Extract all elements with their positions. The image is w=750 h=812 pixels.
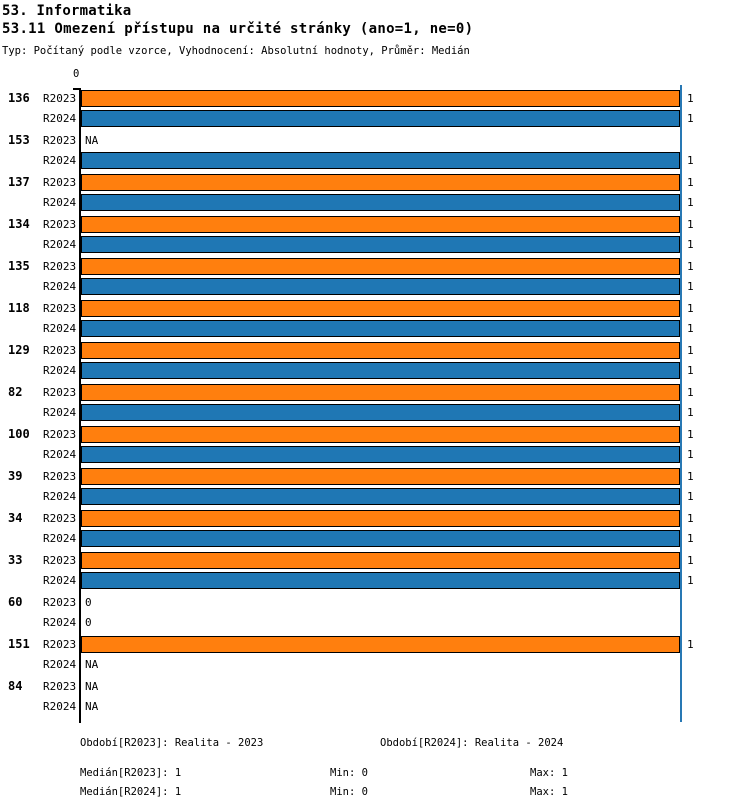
series-label-r2024: R2024: [43, 154, 77, 167]
value-label: 1: [687, 280, 694, 293]
series-label-r2024: R2024: [43, 196, 77, 209]
chart-row: [0, 152, 750, 169]
value-label: 1: [687, 92, 694, 105]
group-label: 60: [8, 595, 23, 609]
chart-row: [0, 174, 750, 191]
group-label: 137: [8, 175, 30, 189]
median-r2024-label: Medián[R2024]: 1: [80, 786, 182, 798]
chart-row: [0, 258, 750, 275]
value-label: 1: [687, 406, 694, 419]
value-label: 1: [687, 302, 694, 315]
bar-r2023: [81, 426, 680, 443]
period-r2024-label: Období[R2024]: Realita - 2024: [380, 737, 564, 749]
series-label-r2024: R2024: [43, 616, 77, 629]
chart-subtitle: 53.11 Omezení přístupu na určité stránky (ano=1, ne=0): [2, 21, 474, 37]
max-r2024-label: Max: 1: [530, 786, 568, 798]
bar-r2024: [81, 110, 680, 127]
value-label: 1: [687, 196, 694, 209]
series-label-r2023: R2023: [43, 638, 77, 651]
series-label-r2024: R2024: [43, 658, 77, 671]
chart-row: [0, 552, 750, 569]
series-label-r2024: R2024: [43, 322, 77, 335]
bar-r2024: [81, 572, 680, 589]
group-label: 82: [8, 385, 23, 399]
value-label: 1: [687, 532, 694, 545]
chart-row: [0, 300, 750, 317]
series-label-r2024: R2024: [43, 700, 77, 713]
bar-r2023: [81, 90, 680, 107]
chart-row: [0, 594, 750, 611]
value-label: 1: [687, 322, 694, 335]
chart-row: [0, 236, 750, 253]
series-label-r2023: R2023: [43, 302, 77, 315]
bar-r2023: [81, 384, 680, 401]
group-label: 136: [8, 91, 30, 105]
bar-r2024: [81, 362, 680, 379]
chart-row: [0, 572, 750, 589]
value-label: 1: [687, 638, 694, 651]
bar-r2024: [81, 488, 680, 505]
series-label-r2024: R2024: [43, 280, 77, 293]
series-label-r2023: R2023: [43, 596, 77, 609]
bar-r2024: [81, 446, 680, 463]
max-r2023-label: Max: 1: [530, 767, 568, 779]
chart-row: [0, 320, 750, 337]
bar-r2023: [81, 552, 680, 569]
series-label-r2024: R2024: [43, 364, 77, 377]
bar-r2023: [81, 510, 680, 527]
series-label-r2023: R2023: [43, 554, 77, 567]
value-label: 1: [687, 260, 694, 273]
zero-value-label: 0: [85, 616, 92, 629]
axis-zero-label: 0: [73, 68, 80, 80]
bar-r2023: [81, 258, 680, 275]
na-value-label: NA: [85, 134, 99, 147]
group-label: 129: [8, 343, 30, 357]
group-label: 153: [8, 133, 30, 147]
group-label: 118: [8, 301, 30, 315]
bar-r2023: [81, 300, 680, 317]
chart-row: [0, 216, 750, 233]
chart-row: [0, 384, 750, 401]
bar-r2024: [81, 404, 680, 421]
group-label: 134: [8, 217, 30, 231]
series-label-r2023: R2023: [43, 134, 77, 147]
value-label: 1: [687, 112, 694, 125]
chart-row: [0, 698, 750, 715]
chart-row: [0, 362, 750, 379]
median-r2023-label: Medián[R2023]: 1: [80, 767, 182, 779]
value-label: 1: [687, 574, 694, 587]
series-label-r2024: R2024: [43, 238, 77, 251]
group-label: 34: [8, 511, 23, 525]
series-label-r2023: R2023: [43, 512, 77, 525]
series-label-r2024: R2024: [43, 574, 77, 587]
group-label: 100: [8, 427, 30, 441]
value-label: 1: [687, 428, 694, 441]
value-label: 1: [687, 470, 694, 483]
na-value-label: NA: [85, 680, 99, 693]
value-label: 1: [687, 554, 694, 567]
bar-r2023: [81, 216, 680, 233]
zero-value-label: 0: [85, 596, 92, 609]
group-label: 39: [8, 469, 23, 483]
value-label: 1: [687, 176, 694, 189]
chart-row: [0, 426, 750, 443]
na-value-label: NA: [85, 700, 99, 713]
min-r2023-label: Min: 0: [330, 767, 368, 779]
series-label-r2023: R2023: [43, 386, 77, 399]
page-title: 53. Informatika: [2, 3, 132, 19]
series-label-r2024: R2024: [43, 406, 77, 419]
bar-r2023: [81, 468, 680, 485]
chart-meta: Typ: Počítaný podle vzorce, Vyhodnocení: Absolutní hodnoty, Průměr: Medián: [2, 45, 470, 57]
chart-row: [0, 404, 750, 421]
chart-row: [0, 446, 750, 463]
value-label: 1: [687, 386, 694, 399]
value-label: 1: [687, 218, 694, 231]
chart-row: [0, 530, 750, 547]
group-label: 84: [8, 679, 23, 693]
value-label: 1: [687, 490, 694, 503]
period-r2023-label: Období[R2023]: Realita - 2023: [80, 737, 264, 749]
value-label: 1: [687, 512, 694, 525]
chart-row: [0, 636, 750, 653]
series-label-r2023: R2023: [43, 260, 77, 273]
value-label: 1: [687, 364, 694, 377]
value-label: 1: [687, 238, 694, 251]
value-label: 1: [687, 344, 694, 357]
chart-row: [0, 678, 750, 695]
bar-r2024: [81, 152, 680, 169]
group-label: 135: [8, 259, 30, 273]
group-label: 151: [8, 637, 30, 651]
series-label-r2023: R2023: [43, 344, 77, 357]
chart-row: [0, 342, 750, 359]
chart-row: [0, 468, 750, 485]
bar-r2023: [81, 342, 680, 359]
chart-row: [0, 110, 750, 127]
series-label-r2023: R2023: [43, 92, 77, 105]
chart-row: [0, 278, 750, 295]
bar-r2024: [81, 530, 680, 547]
series-label-r2024: R2024: [43, 448, 77, 461]
chart-row: [0, 132, 750, 149]
chart-row: [0, 614, 750, 631]
chart-row: [0, 194, 750, 211]
na-value-label: NA: [85, 658, 99, 671]
chart-row: [0, 510, 750, 527]
series-label-r2024: R2024: [43, 112, 77, 125]
bar-r2024: [81, 236, 680, 253]
series-label-r2023: R2023: [43, 176, 77, 189]
bar-r2023: [81, 636, 680, 653]
min-r2024-label: Min: 0: [330, 786, 368, 798]
value-label: 1: [687, 448, 694, 461]
value-label: 1: [687, 154, 694, 167]
group-label: 33: [8, 553, 23, 567]
series-label-r2023: R2023: [43, 428, 77, 441]
chart-row: [0, 488, 750, 505]
chart-row: [0, 656, 750, 673]
bar-r2023: [81, 174, 680, 191]
bar-r2024: [81, 278, 680, 295]
bar-r2024: [81, 194, 680, 211]
bar-r2024: [81, 320, 680, 337]
chart-row: [0, 90, 750, 107]
series-label-r2024: R2024: [43, 532, 77, 545]
series-label-r2023: R2023: [43, 470, 77, 483]
series-label-r2024: R2024: [43, 490, 77, 503]
series-label-r2023: R2023: [43, 680, 77, 693]
series-label-r2023: R2023: [43, 218, 77, 231]
